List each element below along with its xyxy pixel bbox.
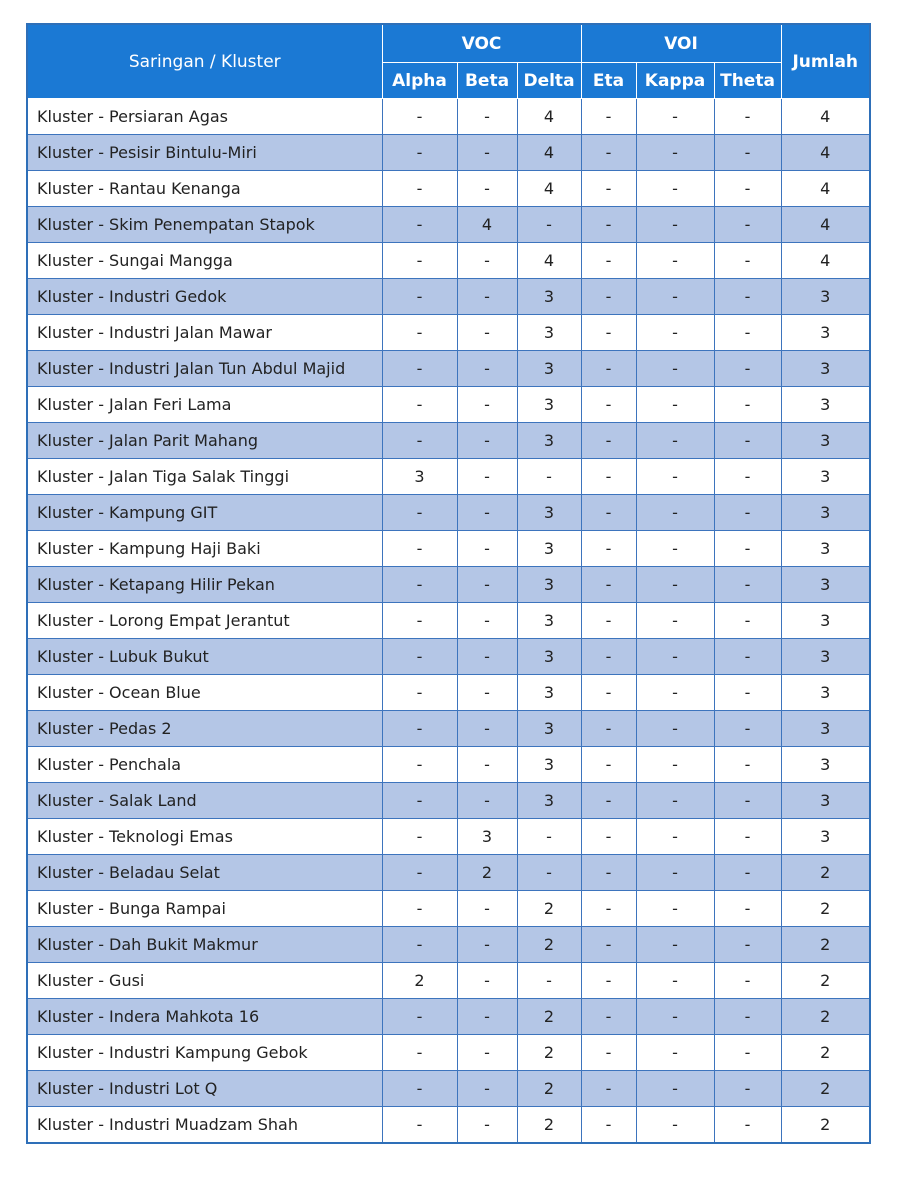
delta-cell: - [517,819,581,855]
beta-cell: - [457,603,517,639]
eta-cell: - [581,1035,636,1071]
beta-cell: - [457,315,517,351]
table-row [27,171,870,207]
alpha-cell: - [382,387,457,423]
beta-cell: - [457,711,517,747]
cluster-name-cell: Kluster - Kampung GIT [27,495,382,531]
kappa-cell: - [636,963,714,999]
theta-cell: - [714,423,781,459]
alpha-cell: - [382,315,457,351]
table-row [27,1107,870,1144]
total-cell: 2 [781,891,870,927]
beta-cell: - [457,783,517,819]
eta-cell: - [581,459,636,495]
theta-cell: - [714,459,781,495]
eta-column-header: Eta [581,63,636,99]
theta-cell: - [714,1035,781,1071]
kappa-cell: - [636,855,714,891]
kappa-cell: - [636,783,714,819]
eta-cell: - [581,999,636,1035]
kappa-cell: - [636,243,714,279]
delta-cell: 3 [517,603,581,639]
alpha-cell: - [382,819,457,855]
theta-cell: - [714,279,781,315]
delta-cell: - [517,459,581,495]
table-row [27,999,870,1035]
beta-cell: - [457,99,517,135]
beta-cell: - [457,171,517,207]
delta-cell: 3 [517,711,581,747]
cluster-name-cell: Kluster - Industri Gedok [27,279,382,315]
alpha-cell: - [382,927,457,963]
total-cell: 4 [781,171,870,207]
alpha-cell: 2 [382,963,457,999]
theta-cell: - [714,891,781,927]
table-row [27,351,870,387]
table-body [27,99,870,1144]
alpha-cell: - [382,567,457,603]
cluster-name-cell: Kluster - Ocean Blue [27,675,382,711]
cluster-name-cell: Kluster - Industri Muadzam Shah [27,1107,382,1144]
delta-cell: - [517,963,581,999]
eta-cell: - [581,495,636,531]
kappa-cell: - [636,1071,714,1107]
delta-cell: - [517,207,581,243]
delta-cell: 2 [517,1035,581,1071]
eta-cell: - [581,675,636,711]
table-row [27,567,870,603]
table-row [27,1035,870,1071]
total-cell: 4 [781,243,870,279]
table-row [27,963,870,999]
alpha-cell: - [382,1107,457,1144]
total-cell: 4 [781,99,870,135]
alpha-cell: - [382,855,457,891]
beta-cell: 4 [457,207,517,243]
kappa-cell: - [636,675,714,711]
cluster-name-cell: Kluster - Skim Penempatan Stapok [27,207,382,243]
theta-cell: - [714,639,781,675]
beta-cell: - [457,675,517,711]
total-cell: 3 [781,783,870,819]
kappa-cell: - [636,171,714,207]
cluster-name-cell: Kluster - Lubuk Bukut [27,639,382,675]
table-row [27,639,870,675]
theta-cell: - [714,675,781,711]
theta-cell: - [714,495,781,531]
kappa-cell: - [636,999,714,1035]
eta-cell: - [581,747,636,783]
cluster-name-cell: Kluster - Beladau Selat [27,855,382,891]
total-cell: 3 [781,531,870,567]
theta-cell: - [714,927,781,963]
cluster-name-cell: Kluster - Jalan Tiga Salak Tinggi [27,459,382,495]
table-row [27,783,870,819]
cluster-name-cell: Kluster - Gusi [27,963,382,999]
kappa-cell: - [636,387,714,423]
theta-cell: - [714,135,781,171]
delta-cell: 2 [517,927,581,963]
eta-cell: - [581,1071,636,1107]
delta-cell: - [517,855,581,891]
total-cell: 2 [781,1035,870,1071]
table-row [27,531,870,567]
alpha-cell: - [382,639,457,675]
cluster-name-cell: Kluster - Indera Mahkota 16 [27,999,382,1035]
alpha-cell: - [382,531,457,567]
eta-cell: - [581,711,636,747]
delta-cell: 4 [517,243,581,279]
eta-cell: - [581,315,636,351]
kappa-cell: - [636,531,714,567]
alpha-cell: - [382,171,457,207]
total-cell: 2 [781,927,870,963]
kappa-cell: - [636,423,714,459]
theta-cell: - [714,855,781,891]
beta-cell: - [457,891,517,927]
kappa-cell: - [636,639,714,675]
total-cell: 4 [781,207,870,243]
beta-cell: - [457,423,517,459]
table-row [27,1071,870,1107]
kappa-cell: - [636,747,714,783]
alpha-cell: - [382,423,457,459]
table-row [27,207,870,243]
cluster-name-cell: Kluster - Penchala [27,747,382,783]
alpha-cell: - [382,495,457,531]
cluster-name-cell: Kluster - Pesisir Bintulu-Miri [27,135,382,171]
theta-cell: - [714,243,781,279]
alpha-cell: - [382,999,457,1035]
beta-cell: - [457,747,517,783]
beta-cell: - [457,639,517,675]
delta-cell: 2 [517,1107,581,1144]
eta-cell: - [581,243,636,279]
total-cell: 3 [781,459,870,495]
delta-cell: 3 [517,279,581,315]
theta-cell: - [714,315,781,351]
table-row [27,603,870,639]
cluster-name-cell: Kluster - Teknologi Emas [27,819,382,855]
cluster-name-cell: Kluster - Industri Lot Q [27,1071,382,1107]
total-cell: 3 [781,675,870,711]
kappa-cell: - [636,135,714,171]
eta-cell: - [581,279,636,315]
eta-cell: - [581,99,636,135]
delta-cell: 4 [517,171,581,207]
delta-cell: 3 [517,639,581,675]
theta-cell: - [714,783,781,819]
cluster-name-cell: Kluster - Pedas 2 [27,711,382,747]
total-cell: 4 [781,135,870,171]
beta-cell: - [457,1071,517,1107]
theta-cell: - [714,387,781,423]
cluster-name-cell: Kluster - Kampung Haji Baki [27,531,382,567]
table-row [27,675,870,711]
kappa-cell: - [636,567,714,603]
table-row [27,855,870,891]
total-cell: 3 [781,567,870,603]
theta-cell: - [714,99,781,135]
theta-cell: - [714,999,781,1035]
theta-cell: - [714,711,781,747]
cluster-name-cell: Kluster - Rantau Kenanga [27,171,382,207]
delta-cell: 2 [517,999,581,1035]
total-cell: 3 [781,711,870,747]
beta-cell: - [457,135,517,171]
kappa-cell: - [636,207,714,243]
kappa-cell: - [636,495,714,531]
theta-cell: - [714,603,781,639]
beta-column-header: Beta [457,63,517,99]
table-row [27,243,870,279]
eta-cell: - [581,171,636,207]
delta-cell: 3 [517,423,581,459]
cluster-name-cell: Kluster - Sungai Mangga [27,243,382,279]
kluster-column-header: Saringan / Kluster [27,24,382,99]
beta-cell: - [457,495,517,531]
theta-cell: - [714,963,781,999]
delta-cell: 3 [517,567,581,603]
total-cell: 2 [781,1071,870,1107]
beta-cell: 2 [457,855,517,891]
kappa-cell: - [636,927,714,963]
delta-cell: 3 [517,495,581,531]
cluster-name-cell: Kluster - Industri Kampung Gebok [27,1035,382,1071]
cluster-name-cell: Kluster - Industri Jalan Tun Abdul Majid [27,351,382,387]
theta-cell: - [714,171,781,207]
delta-cell: 4 [517,99,581,135]
eta-cell: - [581,135,636,171]
beta-cell: - [457,387,517,423]
table-row [27,495,870,531]
theta-cell: - [714,747,781,783]
eta-cell: - [581,351,636,387]
delta-cell: 3 [517,387,581,423]
delta-cell: 3 [517,747,581,783]
cluster-name-cell: Kluster - Lorong Empat Jerantut [27,603,382,639]
cluster-name-cell: Kluster - Bunga Rampai [27,891,382,927]
eta-cell: - [581,927,636,963]
table-row [27,387,870,423]
kappa-cell: - [636,1107,714,1144]
eta-cell: - [581,423,636,459]
voi-group-header: VOI [581,24,781,63]
delta-cell: 3 [517,531,581,567]
total-cell: 3 [781,603,870,639]
table-row [27,819,870,855]
kappa-cell: - [636,99,714,135]
alpha-cell: - [382,351,457,387]
alpha-cell: - [382,207,457,243]
eta-cell: - [581,783,636,819]
eta-cell: - [581,963,636,999]
total-cell: 3 [781,387,870,423]
theta-cell: - [714,1107,781,1144]
total-cell: 3 [781,819,870,855]
cluster-name-cell: Kluster - Ketapang Hilir Pekan [27,567,382,603]
alpha-cell: - [382,891,457,927]
beta-cell: - [457,927,517,963]
eta-cell: - [581,819,636,855]
eta-cell: - [581,207,636,243]
alpha-column-header: Alpha [382,63,457,99]
kappa-cell: - [636,819,714,855]
alpha-cell: - [382,1035,457,1071]
cluster-name-cell: Kluster - Jalan Feri Lama [27,387,382,423]
eta-cell: - [581,639,636,675]
theta-cell: - [714,567,781,603]
alpha-cell: 3 [382,459,457,495]
alpha-cell: - [382,603,457,639]
beta-cell: 3 [457,819,517,855]
total-cell: 2 [781,855,870,891]
kappa-column-header: Kappa [636,63,714,99]
table-row [27,423,870,459]
eta-cell: - [581,603,636,639]
table-row [27,135,870,171]
delta-column-header: Delta [517,63,581,99]
table-row [27,927,870,963]
delta-cell: 3 [517,315,581,351]
alpha-cell: - [382,783,457,819]
theta-cell: - [714,531,781,567]
beta-cell: - [457,1035,517,1071]
kappa-cell: - [636,1035,714,1071]
alpha-cell: - [382,711,457,747]
delta-cell: 2 [517,891,581,927]
alpha-cell: - [382,243,457,279]
alpha-cell: - [382,1071,457,1107]
total-cell: 3 [781,351,870,387]
beta-cell: - [457,963,517,999]
table-row [27,99,870,135]
table-row [27,459,870,495]
total-cell: 3 [781,747,870,783]
eta-cell: - [581,855,636,891]
total-cell: 2 [781,963,870,999]
beta-cell: - [457,1107,517,1144]
table-row [27,891,870,927]
beta-cell: - [457,243,517,279]
delta-cell: 3 [517,351,581,387]
total-column-header: Jumlah [781,24,870,99]
eta-cell: - [581,567,636,603]
total-cell: 3 [781,423,870,459]
voc-group-header: VOC [382,24,581,63]
beta-cell: - [457,459,517,495]
theta-cell: - [714,1071,781,1107]
cluster-name-cell: Kluster - Jalan Parit Mahang [27,423,382,459]
eta-cell: - [581,387,636,423]
theta-cell: - [714,351,781,387]
kappa-cell: - [636,459,714,495]
eta-cell: - [581,531,636,567]
beta-cell: - [457,351,517,387]
delta-cell: 3 [517,675,581,711]
kappa-cell: - [636,711,714,747]
eta-cell: - [581,891,636,927]
delta-cell: 2 [517,1071,581,1107]
table-row [27,315,870,351]
total-cell: 2 [781,1107,870,1144]
cluster-name-cell: Kluster - Salak Land [27,783,382,819]
theta-cell: - [714,207,781,243]
total-cell: 2 [781,999,870,1035]
beta-cell: - [457,567,517,603]
delta-cell: 4 [517,135,581,171]
table-header [27,24,870,99]
theta-column-header: Theta [714,63,781,99]
table-row [27,711,870,747]
total-cell: 3 [781,495,870,531]
total-cell: 3 [781,279,870,315]
table-row [27,279,870,315]
total-cell: 3 [781,315,870,351]
kappa-cell: - [636,891,714,927]
beta-cell: - [457,279,517,315]
table-row [27,747,870,783]
variant-cluster-table [26,23,871,1144]
cluster-name-cell: Kluster - Dah Bukit Makmur [27,927,382,963]
beta-cell: - [457,999,517,1035]
total-cell: 3 [781,639,870,675]
alpha-cell: - [382,279,457,315]
beta-cell: - [457,531,517,567]
alpha-cell: - [382,675,457,711]
theta-cell: - [714,819,781,855]
kappa-cell: - [636,351,714,387]
cluster-name-cell: Kluster - Industri Jalan Mawar [27,315,382,351]
kappa-cell: - [636,279,714,315]
alpha-cell: - [382,135,457,171]
delta-cell: 3 [517,783,581,819]
kappa-cell: - [636,603,714,639]
eta-cell: - [581,1107,636,1144]
kappa-cell: - [636,315,714,351]
alpha-cell: - [382,747,457,783]
cluster-name-cell: Kluster - Persiaran Agas [27,99,382,135]
alpha-cell: - [382,99,457,135]
